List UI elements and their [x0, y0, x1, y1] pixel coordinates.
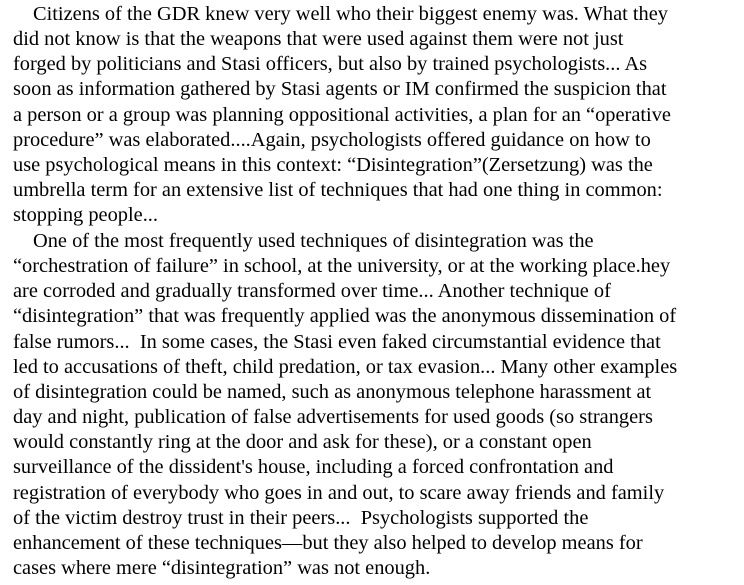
- text-line: use psychological means in this context: “Disintegration”(Zersetzung) was the: [13, 153, 653, 176]
- text-line: stopping people...: [13, 204, 158, 227]
- text-line: would constantly ring at the door and ask for these), or a constant open: [13, 431, 592, 454]
- paragraph-2: [13, 229, 677, 581]
- text-line: procedure” was elaborated....Again, psychologists offered guidance on how to: [13, 128, 651, 151]
- text-line: surveillance of the dissident's house, including a forced confrontation and: [13, 456, 614, 479]
- text-line: “disintegration” that was frequently applied was the anonymous dissemination of: [13, 305, 677, 328]
- text-line: are corroded and gradually transformed over time... Another technique of: [13, 280, 611, 303]
- text-line: of the victim destroy trust in their peers... Psychologists supported the: [13, 506, 589, 529]
- text-line: One of the most frequently used techniques of disintegration was the: [33, 230, 594, 252]
- text-line: a person or a group was planning oppositional activities, a plan for an “operative: [13, 103, 671, 126]
- text-line: day and night, publication of false advertisements for used goods (so strangers: [13, 406, 653, 429]
- text-line: false rumors... In some cases, the Stasi even faked circumstantial evidence that: [13, 330, 661, 353]
- text-line: “orchestration of failure” in school, at the university, or at the working place.hey: [13, 255, 671, 278]
- text-line: registration of everybody who goes in and out, to scare away friends and family: [13, 481, 665, 504]
- text-line: enhancement of these techniques—but they also helped to develop means for: [13, 531, 643, 554]
- text-line: led to accusations of theft, child predation, or tax evasion... Many other examples: [13, 355, 678, 378]
- text-line: did not know is that the weapons that were used against them were not just: [13, 28, 624, 51]
- text-line: forged by politicians and Stasi officers, but also by trained psychologists... As: [13, 53, 648, 76]
- paragraph-1: [13, 2, 671, 228]
- text-line: soon as information gathered by Stasi agents or IM confirmed the suspicion that: [13, 78, 667, 101]
- text-line: of disintegration could be named, such as anonymous telephone harassment at: [13, 380, 652, 403]
- text-line: cases where mere “disintegration” was not enough.: [13, 557, 431, 580]
- text-line: umbrella term for an extensive list of techniques that had one thing in common:: [13, 179, 663, 202]
- text-line: Citizens of the GDR knew very well who their biggest enemy was. What they: [33, 3, 668, 25]
